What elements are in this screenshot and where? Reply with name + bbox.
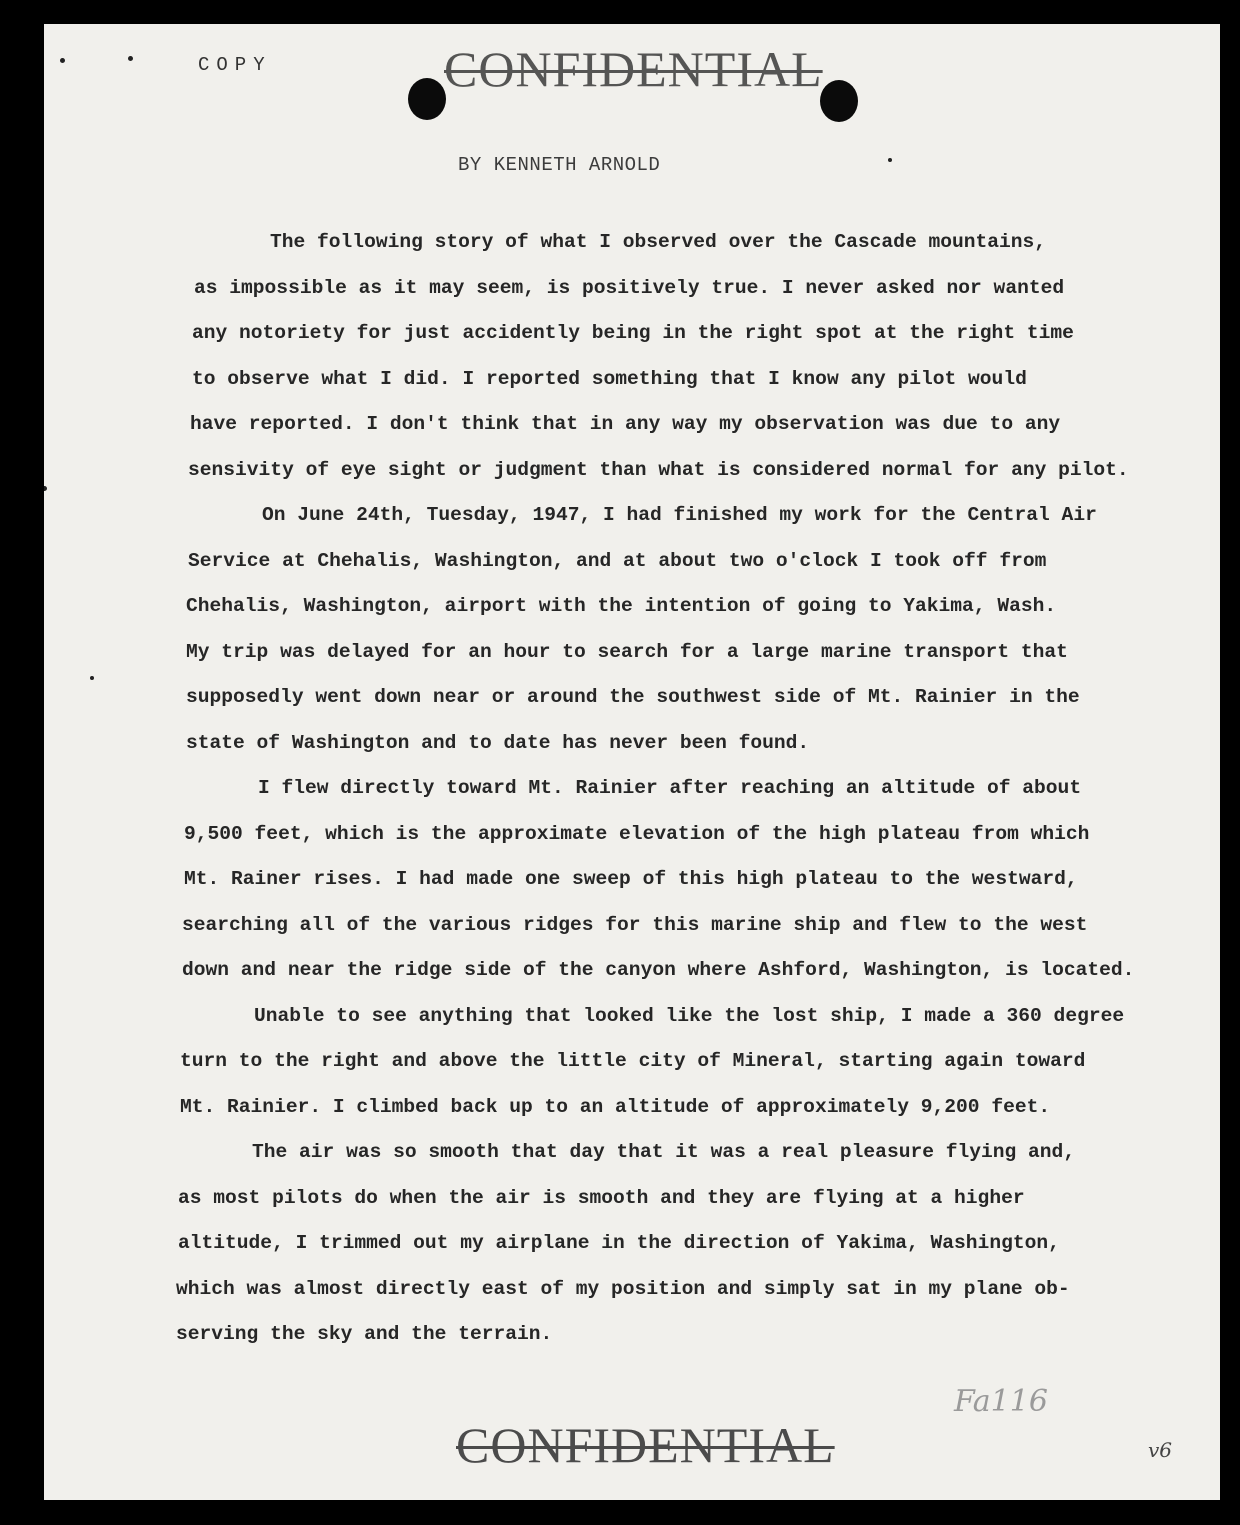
- text-line: which was almost directly east of my position and simply sat in my plane ob-: [176, 1277, 1070, 1300]
- text-line: Mt. Rainier. I climbed back up to an altitude of approximately 9,200 feet.: [180, 1095, 1051, 1118]
- text-line: The air was so smooth that day that it was a real pleasure flying and,: [252, 1141, 1076, 1163]
- handwritten-note: Fa116: [954, 1384, 1048, 1419]
- speck: [90, 676, 94, 680]
- speck: [128, 56, 133, 61]
- punch-hole-right: [820, 80, 858, 122]
- text-line: Unable to see anything that looked like the lost ship, I made a 360 degree: [254, 1004, 1125, 1027]
- text-line: 9,500 feet, which is the approximate elevation of the high plateau from which: [184, 822, 1090, 845]
- document-page: [44, 24, 1220, 1500]
- text-line: serving the sky and the terrain.: [176, 1323, 553, 1345]
- text-line: I flew directly toward Mt. Rainier after reaching an altitude of about: [258, 777, 1082, 799]
- text-line: The following story of what I observed over the Cascade mountains,: [270, 231, 1047, 253]
- byline: BY KENNETH ARNOLD: [458, 154, 661, 176]
- letter-body: [174, 220, 1194, 1358]
- text-line: Chehalis, Washington, airport with the intention of going to Yakima, Wash.: [186, 595, 1057, 617]
- text-line: as most pilots do when the air is smooth and they are flying at a higher: [178, 1186, 1025, 1209]
- text-line: as impossible as it may seem, is positively true. I never asked nor wanted: [194, 276, 1065, 299]
- text-line: have reported. I don't think that in any way my observation was due to any: [190, 413, 1061, 435]
- text-line: sensivity of eye sight or judgment than what is considered normal for any pilot.: [188, 458, 1129, 481]
- speck: [60, 58, 65, 63]
- text-line: turn to the right and above the little city of Mineral, starting again toward: [180, 1050, 1086, 1072]
- speck: [888, 158, 892, 162]
- punch-hole-left: [408, 78, 446, 120]
- classification-stamp-bottom: CONFIDENTIAL: [456, 1417, 835, 1473]
- text-line: down and near the ridge side of the canyon where Ashford, Washington, is located.: [182, 959, 1135, 981]
- text-line: to observe what I did. I reported something that I know any pilot would: [192, 367, 1027, 390]
- copy-label: COPY: [198, 54, 272, 76]
- text-line: Mt. Rainer rises. I had made one sweep of this high plateau to the westward,: [184, 868, 1078, 890]
- text-line: any notoriety for just accidently being in the right spot at the right time: [192, 322, 1074, 344]
- text-line: Service at Chehalis, Washington, and at about two o'clock I took off from: [188, 549, 1047, 572]
- text-line: altitude, I trimmed out my airplane in the direction of Yakima, Washington,: [178, 1232, 1060, 1254]
- text-line: supposedly went down near or around the southwest side of Mt. Rainier in the: [186, 686, 1080, 708]
- speck: [44, 486, 47, 491]
- classification-stamp-top: CONFIDENTIAL: [444, 41, 823, 97]
- text-line: state of Washington and to date has never been found.: [186, 731, 810, 754]
- text-line: My trip was delayed for an hour to search for a large marine transport that: [186, 640, 1068, 663]
- page-mark: v6: [1148, 1438, 1173, 1462]
- text-line: searching all of the various ridges for this marine ship and flew to the west: [182, 913, 1088, 936]
- text-line: On June 24th, Tuesday, 1947, I had finished my work for the Central Air: [262, 504, 1097, 526]
